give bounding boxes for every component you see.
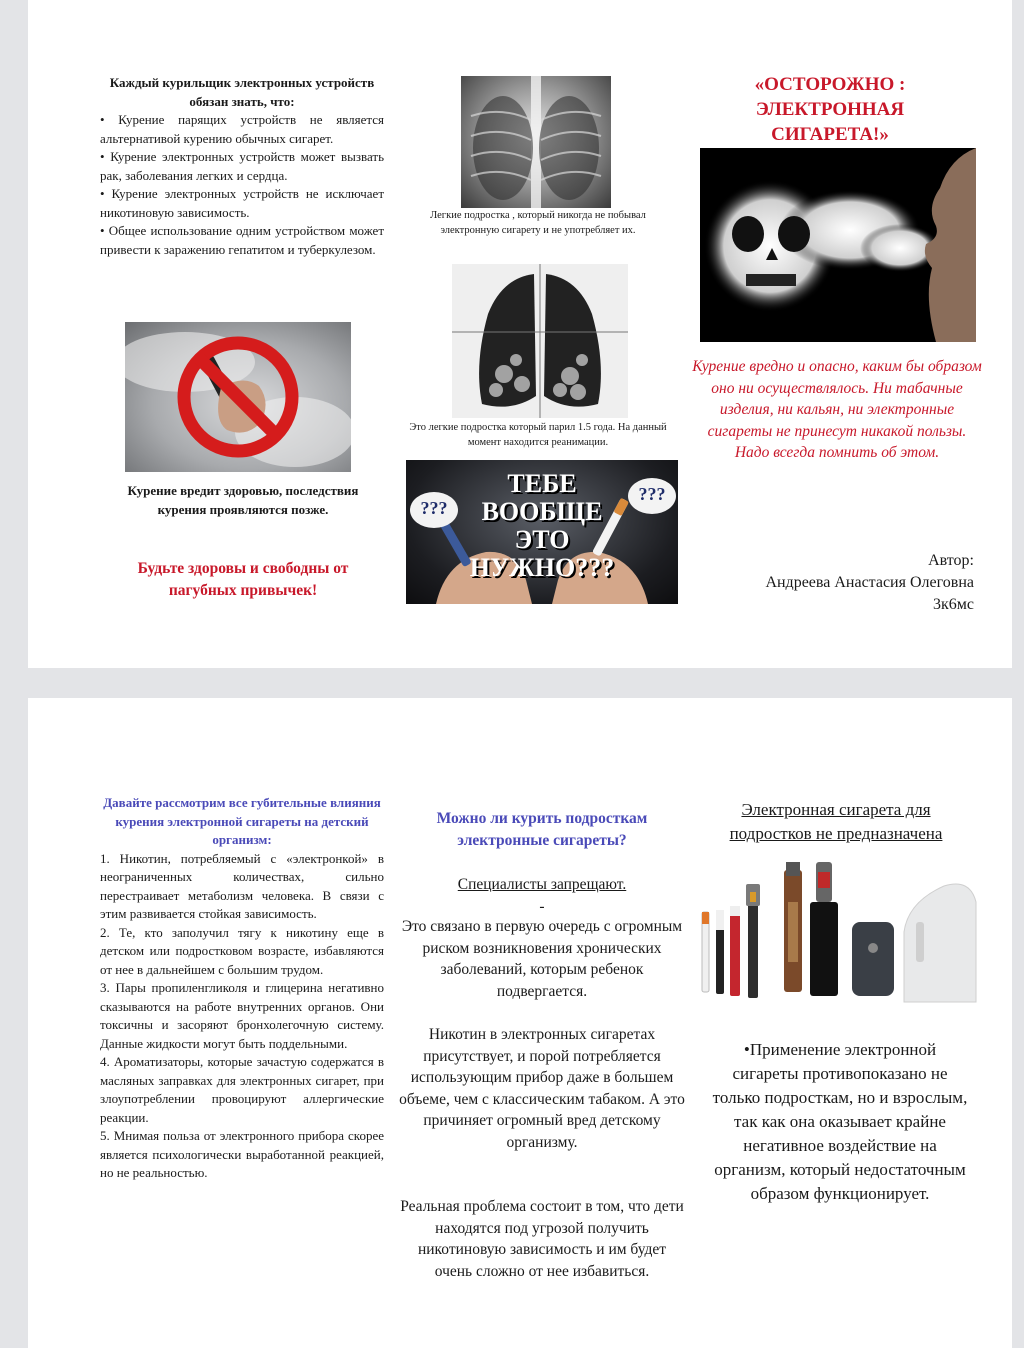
xray-damaged-image — [452, 264, 628, 418]
caption-healthy-lungs: Легкие подростка , который никогда не побывал электронную сигарету и не употребляет их. — [430, 210, 646, 236]
brochure-title: «ОСТОРОЖНО : ЭЛЕКТРОННАЯ СИГАРЕТА!» — [754, 74, 906, 145]
teen-question-heading: Можно ли курить подросткам электронные сигареты? — [436, 810, 648, 849]
no-vaping-image — [125, 322, 351, 472]
poster-bubble-left: ??? — [420, 498, 448, 518]
poster-headline — [446, 470, 638, 582]
teen-paragraph: Это связано в первую очередь с огромным риском возникновения хронических заболеваний, которым ребенок подвергается. — [401, 918, 683, 1000]
harm-point: 1. Никотин, потребляемый с «электронкой» в неограниченных количествах, сильно перестраивает метаболизм человека. В связи с этим развивается стойкая зависимость. — [100, 850, 384, 921]
author-group: 3к6мс — [933, 596, 974, 613]
fact-item: • Курение электронных устройств может вызвать рак, заболевания легких и сердца. — [100, 149, 384, 183]
main-message: Курение вредно и опасно, каким бы образом оно ни осуществлялось. Ни табачные изделия, ни кальян, ни электронные сигареты не принесут никакой пользы. Надо всегда помнить об этом. — [692, 358, 982, 461]
poster-line: ВООБЩЕ — [481, 497, 603, 526]
poster-bubble-right: ??? — [638, 484, 666, 504]
healthy-lungs-xray-icon — [461, 76, 611, 208]
no-vaping-sign-icon — [125, 322, 351, 472]
brochure-page-back — [28, 698, 1012, 1348]
harm-point: 3. Пары пропиленгликоля и глицерина негативно сказываются на работе внутренних органов. Они токсичны и засоряют бронхолегочную систему. Данные жидкости могут быть поддельными. — [100, 980, 384, 1051]
smoke-skull-icon — [700, 148, 976, 342]
devices-image — [694, 862, 980, 1008]
fact-item: • Курение электронных устройств не исключает никотиновую зависимость. — [100, 186, 384, 220]
brochure-page-front — [28, 0, 1012, 668]
harm-point: 5. Мнимая польза от электронного прибора скорее является психологически выработанной реакцией, но не реальностью. — [100, 1128, 384, 1180]
harm-point: 4. Ароматизаторы, которые зачастую содержатся в масляных заправках для электронных сигарет, при злоупотреблении провоцируют аллергические реакции. — [100, 1054, 384, 1125]
teen-paragraph: Никотин в электронных сигаретах присутствует, и порой потребляется использующим прибор даже в большем объеме, чем с классическим табаком. А это причиняет огромный вред детскому организму. — [399, 1026, 685, 1151]
poster-line: ТЕБЕ — [507, 469, 577, 498]
poster-line: НУЖНО??? — [469, 553, 615, 582]
e-cigarette-devices-icon — [694, 862, 980, 1008]
fact-item: • Общее использование одним устройством может привести к заражению гепатитом и туберкулезом. — [100, 223, 384, 257]
health-warning: Курение вредит здоровью, последствия курения проявляются позже. — [127, 483, 359, 517]
not-for-teens-heading: Электронная сигарета для подростков не предназначена — [729, 800, 943, 843]
harm-point: 2. Те, кто заполучил тягу к никотину еще в детском или подростковом возрасте, избавляются от нее в дальнейшем с большим трудом. — [100, 924, 384, 977]
specialists-verdict: Специалисты запрещают. — [457, 876, 627, 893]
facts-block — [100, 74, 384, 259]
xray-healthy-image — [461, 76, 611, 208]
separator-dash: - — [539, 898, 545, 915]
teen-paragraph: Реальная проблема состоит в том, что дети находятся под угрозой получить никотиновую зависимость и им будет очень сложно от нее избавиться. — [400, 1198, 684, 1280]
damaged-lungs-xray-icon — [452, 264, 628, 418]
contraindication-text: •Применение электронной сигареты противопоказано не только подросткам, но и взрослым, так как она оказывает крайне негативное воздействие на организм, который недостаточным образом функционирует. — [712, 1040, 968, 1203]
caption-damaged-lungs: Это легкие подростка который парил 1.5 года. На данный момент находится реанимации. — [409, 422, 667, 448]
harm-heading: Давайте рассмотрим все губительные влияния курения электронной сигареты на детский организм: — [103, 795, 381, 847]
author-block — [708, 550, 974, 616]
smoke-skull-image — [700, 148, 976, 342]
author-name: Андреева Анастасия Олеговна — [765, 574, 974, 591]
poster-do-you-need-it — [406, 460, 678, 604]
harm-block — [100, 794, 384, 1183]
fact-item: • Курение парящих устройств не является альтернативой курению обычных сигарет. — [100, 112, 384, 146]
facts-heading: Каждый курильщик электронных устройств обязан знать, что: — [109, 75, 375, 109]
poster-line: ЭТО — [514, 525, 570, 554]
healthy-slogan: Будьте здоровы и свободны от пагубных привычек! — [137, 560, 349, 599]
author-label: Автор: — [928, 552, 974, 569]
